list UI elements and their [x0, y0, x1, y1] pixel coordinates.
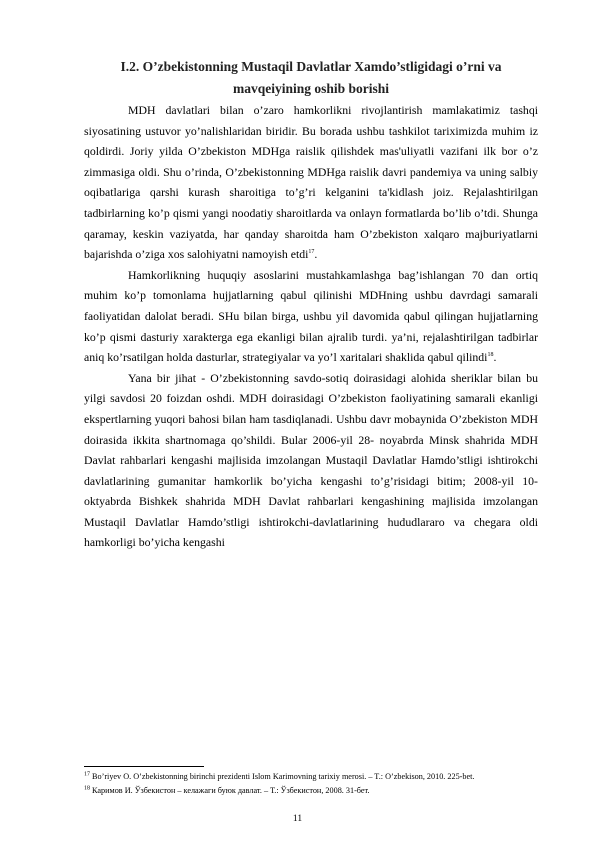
footnote-17: $^{17}$ Bo’riyev O. O’zbekistonning birinchi prezidenti Islom Karimovning tarixiy merosi. – T.: O’zbekison, 2010. 225-bet. — [84, 771, 475, 781]
section-heading: I.2. O’zbekistonning Mustaqil Davlatlar Xamdo’stligidagi o’rni va mavqeiyining oshib borishi — [120, 59, 502, 96]
footnotes — [84, 770, 538, 798]
paragraph-3 — [84, 368, 538, 553]
footnote-18: $^{18}$ Каримов И. Ўзбекистон – келажаги буюк давлат. – Т.: Ўзбекистон, 2008. 31-бет. — [84, 785, 370, 795]
footnote-ref-17[interactable]: 17 — [308, 249, 315, 256]
footnote-divider — [84, 766, 204, 767]
page-number: 11 — [292, 814, 303, 824]
body-text — [84, 100, 538, 553]
paragraph-text: Hamkorlikning huquqiy asoslarini mustahkamlashga bag’ishlangan 70 dan ortiq muhim ko’p tomonlama hujjatlarning qabul qilinishi MDHning ushbu davrdagi samarali faoliyatidan dalolat beradi. SHu bilan birga, ushbu yil davomida qabul qilingan hujjatlarning ko’p qismi dasturiy xarakterga ega ekanligi bilan ajralib turdi. ya’ni, rejalashtirilgan tadbirlar aniq ko’rsatilgan holda dasturlar, strategiyalar va yo’l xaritalari shaklida qabul qilindi — [84, 267, 538, 365]
footnote-ref-18[interactable]: 18 — [487, 352, 494, 359]
paragraph-text: Yana bir jihat - O’zbekistonning savdo-sotiq doirasidagi alohida sheriklar bilan bu yilgi savdosi 20 foizdan oshdi. MDH doirasidagi O’zbekiston faoliyatining samarali ekanligi ekspertlarning yuqori bahosi bilan ham tasdiqlanadi. Ushbu davr mobaynida O’zbekiston MDH doirasida ikkita shartnomaga qo’shildi. Bular 2006-yil 28- noyabrda Minsk shahrida MDH Davlat rahbarlari kengashi majlisida imzolangan Mustaqil Davlatlar Hamdo’stligi ishtirokchi davlatlarining gumanitar hamkorlik bo’yicha kengashi to’g’risidagi bitim; 2008-yil 10-oktyabrda Bishkek shahrida MDH Davlat rahbarlari kengashining majlisida imzolangan Mustaqil Davlatlar Hamdo’stligi ishtirokchi-davlatlarining hududlararo va chegara oldi hamkorligi bo’yicha kengashi — [84, 370, 538, 550]
paragraph-2: Hamkorlikning huquqiy asoslarini mustahkamlashga bag’ishlangan 70 dan ortiq muhim ko’p tomonlama hujjatlarning qabul qilinishi MDHning ushbu davrdagi samarali faoliyatidan dalolat beradi. SHu bilan birga, ushbu yil davomida qabul qilingan hujjatlarning ko’p qismi dasturiy xarakterga ega ekanligi bilan ajralib turdi. ya’ni, rejalashtirilgan tadbirlar aniq ko’rsatilgan holda dasturlar, strategiyalar va yo’l xaritalari shaklida qabul qilindi$^{18}$. — [84, 267, 538, 365]
paragraph-text: MDH davlatlari bilan o’zaro hamkorlikni rivojlantirish mamlakatimiz tashqi siyosatining ustuvor yo’nalishlaridan biridir. Bu borada ushbu tashkilot tariximizda muhim iz qoldirdi. Joriy yilda O’zbekiston MDHga raislik qilishdek mas'uliyatli vazifani ilk bor o’z zimmasiga oldi. Shu o’rinda, O’zbekistonning MDHga raislik davri pandemiya va uning salbiy oqibatlariga qarshi kurash sharoitiga to’g’ri kelganini ta'kidlash joiz. Rejalashtirilgan tadbirlarning ko’p qismi yangi noodatiy sharoitlarda va onlayn formatlarda bo’lib o’tdi. Shunga qaramay, keskin vaziyatda, har qanday sharoitda ham O’zbekiston xalqaro majburiyatlarni bajarishda o’ziga xos salohiyatni namoyish etdi — [84, 103, 538, 262]
paragraph-1: MDH davlatlari bilan o’zaro hamkorlikni rivojlantirish mamlakatimiz tashqi siyosatining ustuvor yo’nalishlaridan biridir. Bu borada ushbu tashkilot tariximizda muhim iz qoldirdi. Joriy yilda O’zbekiston MDHga raislik qilishdek mas'uliyatli vazifani ilk bor o’z zimmasiga oldi. Shu o’rinda, O’zbekistonning MDHga raislik davri pandemiya va uning salbiy oqibatlariga qarshi kurash sharoitiga to’g’ri kelganini ta'kidlash joiz. Rejalashtirilgan tadbirlarning ko’p qismi yangi noodatiy sharoitlarda va onlayn formatlarda bo’lib o’tdi. Shunga qaramay, keskin vaziyatda, har qanday sharoitda ham O’zbekiston xalqaro majburiyatlarni bajarishda o’ziga xos salohiyatni namoyish etdi$^{17}$. — [84, 103, 538, 262]
